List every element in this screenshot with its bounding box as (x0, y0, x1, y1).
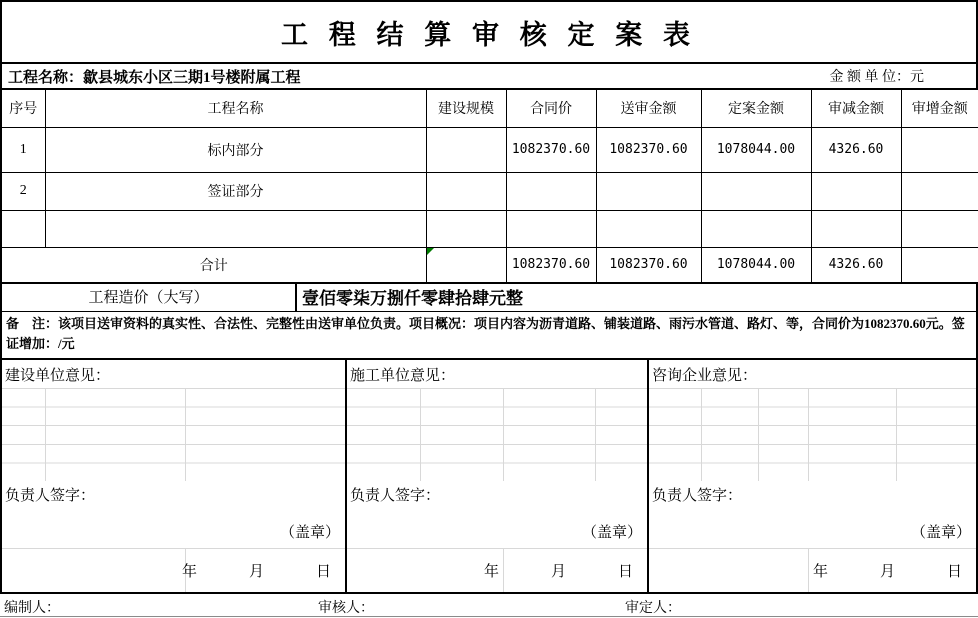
opinion-writing-grid (649, 388, 976, 481)
total-scale (426, 247, 506, 283)
cell-increased (901, 210, 978, 247)
cell-submitted (596, 210, 701, 247)
form-title-bar (0, 0, 978, 64)
cell-no: 2 (1, 172, 45, 210)
opinion-section-construction (2, 360, 347, 592)
month-label: 月 (879, 564, 895, 580)
cell-increased (901, 127, 978, 172)
cell-no (1, 210, 45, 247)
cell-increased (901, 172, 978, 210)
seal-label: （盖章） (279, 525, 340, 541)
signer-label: 负责人签字： (5, 488, 96, 504)
signer-label: 负责人签字： (350, 488, 441, 504)
seal-label: （盖章） (581, 525, 642, 541)
header-project-name: 工程名称 (45, 89, 426, 127)
cell-reduced: 4326.60 (811, 127, 901, 172)
cell-no: 1 (1, 127, 45, 172)
cell-reduced (811, 172, 901, 210)
cost-in-words-value: 壹佰零柒万捌仟零肆拾肆元整 (302, 289, 523, 308)
table-row (1, 127, 978, 172)
year-label: 年 (812, 564, 828, 580)
day-label: 日 (617, 564, 633, 580)
form-title: 工 程 结 算 审 核 定 案 表 (281, 19, 697, 50)
total-label: 合计 (1, 247, 426, 283)
opinion-label: 施工单位意见： (350, 368, 456, 384)
amount-unit-label: 金 额 单 位：元 (829, 70, 924, 85)
header-finalized-amount: 定案金额 (701, 89, 811, 127)
reviewer-label: 审核人： (318, 601, 374, 616)
opinion-section-contractor (347, 360, 649, 592)
remark-text: 备 注：该项目送审资料的真实性、合法性、完整性由送审单位负责。项目概况：项目内容为沥青道路、铺装道路、雨污水管道、路灯、等，合同价为1082370.60元。签证增加：/元 (0, 312, 978, 360)
cell-name: 标内部分 (45, 127, 426, 172)
seal-label: （盖章） (910, 525, 971, 541)
month-label: 月 (550, 564, 566, 580)
signoff-footer-row (0, 594, 978, 617)
total-row (1, 247, 978, 283)
date-line (2, 548, 345, 592)
cell-submitted: 1082370.60 (596, 127, 701, 172)
opinion-section-consultant (649, 360, 976, 592)
opinion-writing-grid (2, 388, 345, 481)
total-submitted: 1082370.60 (596, 247, 701, 283)
opinion-writing-grid (347, 388, 647, 481)
table-row (1, 172, 978, 210)
project-name (2, 66, 301, 87)
cell-scale (426, 127, 506, 172)
project-name-value: 歙县城东小区三期1号楼附属工程 (83, 69, 301, 86)
total-increased (901, 247, 978, 283)
total-finalized: 1078044.00 (701, 247, 811, 283)
total-contract: 1082370.60 (506, 247, 596, 283)
cell-name: 签证部分 (45, 172, 426, 210)
cell-contract (506, 172, 596, 210)
cell-finalized (701, 172, 811, 210)
table-row (1, 210, 978, 247)
date-line (649, 548, 976, 592)
table-header-row (1, 89, 978, 127)
settlement-table (0, 88, 978, 284)
year-label: 年 (483, 564, 499, 580)
cost-in-words-label: 工程造价（大写） (2, 282, 297, 311)
preparer-label: 编制人： (4, 601, 60, 616)
header-submitted-amount: 送审金额 (596, 89, 701, 127)
signer-label: 负责人签字： (652, 488, 743, 504)
header-contract-price: 合同价 (506, 89, 596, 127)
opinion-label: 咨询企业意见： (652, 368, 758, 384)
cell-finalized: 1078044.00 (701, 127, 811, 172)
cell-scale (426, 210, 506, 247)
header-no: 序号 (1, 89, 45, 127)
date-line (347, 548, 647, 592)
day-label: 日 (946, 564, 962, 580)
project-name-row (0, 64, 978, 90)
cell-finalized (701, 210, 811, 247)
header-scale: 建设规模 (426, 89, 506, 127)
approver-label: 审定人： (625, 601, 681, 616)
opinion-label: 建设单位意见： (5, 368, 111, 384)
cost-in-words-row (0, 282, 978, 312)
cell-contract (506, 210, 596, 247)
year-label: 年 (181, 564, 197, 580)
header-increased-amount: 审增金额 (901, 89, 978, 127)
day-label: 日 (315, 564, 331, 580)
total-reduced: 4326.60 (811, 247, 901, 283)
project-name-label: 工程名称： (8, 69, 84, 86)
header-reduced-amount: 审减金额 (811, 89, 901, 127)
cell-submitted (596, 172, 701, 210)
month-label: 月 (248, 564, 264, 580)
cell-name (45, 210, 426, 247)
cell-reduced (811, 210, 901, 247)
cell-corner-marker-icon (427, 248, 434, 255)
opinions-section (0, 360, 978, 594)
cell-contract: 1082370.60 (506, 127, 596, 172)
cell-scale (426, 172, 506, 210)
